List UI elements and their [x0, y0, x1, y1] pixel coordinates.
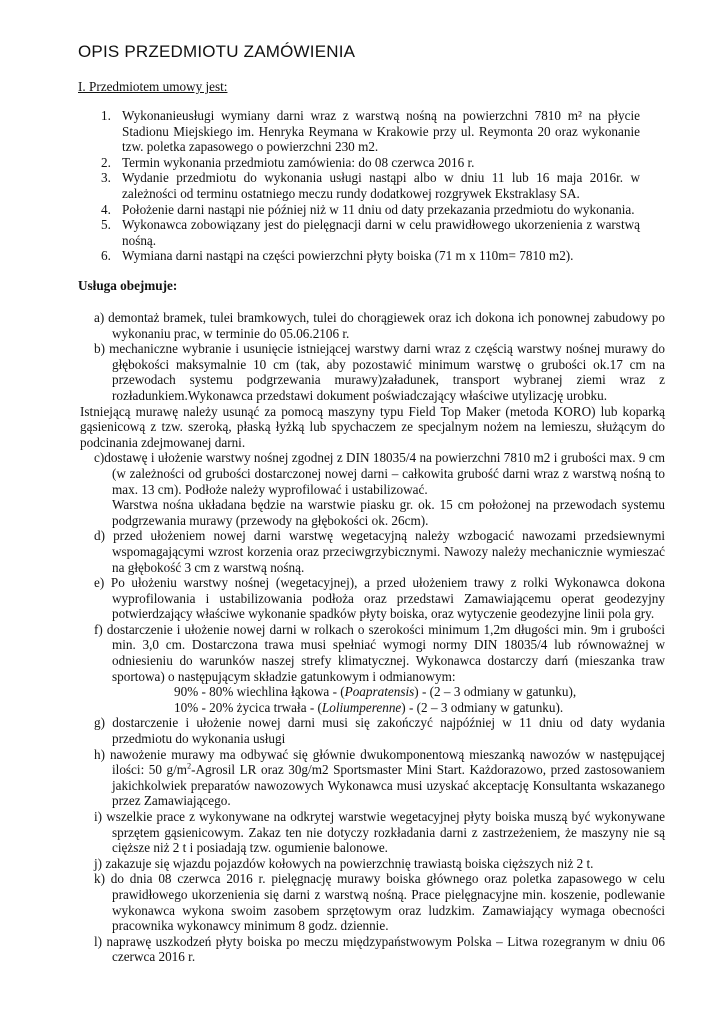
service-item-c: c)dostawę i ułożenie warstwy nośnej zgodnej z DIN 18035/4 na powierzchni 7810 m2 i grubości max. 9 cm (w zależności od grubości dostarczonej nowej darni – całkowita grubość darni wraz z warstwą nośną to max. 13 cm). Podłoże należy wyprofilować i ustabilizować.: [94, 450, 665, 497]
service-item-f: f) dostarczenie i ułożenie nowej darni w rolkach o szerokości minimum 1,2m długości min. 9m i grubości min. 3,0 cm. Dostarczona trawa musi spełniać wymogi normy DIN 18035/4 lub równoważnej w odniesieniu do warunków naszej strefy klimatycznej. Wykonawca dostarczy darń (mieszanka traw sportowa) o następującym składzie gatunkowym i odmianowym:: [94, 621, 665, 684]
list-item: 4. Położenie darni nastąpi nie później niż w 11 dniu od daty przekazania przedmiotu do wykonania.: [101, 201, 635, 217]
list-item: 5. Wykonawca zobowiązany jest do pielęgnacji darni w celu prawidłowego ukorzenienia z warstwą nośną.: [101, 217, 640, 248]
service-item-d: d) przed ułożeniem nowej darni warstwę wegetacyjną należy wzbogacić nawozami przedsiewnymi wspomagającymi wzrost korzenia oraz przeciwgrzybicznymi. Nawozy należy mechanicznie wymieszać na głębokość 3 cm z warstwą nośną.: [94, 528, 665, 575]
numbered-list: [80, 108, 640, 264]
list-item: 6. Wymiana darni nastąpi na części powierzchni płyty boiska (71 m x 110m= 7810 m2).: [101, 248, 574, 264]
service-item-c-continuation: Warstwa nośna układana będzie na warstwie piasku gr. ok. 15 cm położonej na przewodach systemu podgrzewania murawy (przewody na głębokości ok. 26cm).: [112, 497, 665, 528]
service-item-a: a) demontaż bramek, tulei bramkowych, tulei do chorągiewek oraz ich dokona ich ponownej zabudowy po wykonaniu prac, w terminie do 05.06.2106 r.: [94, 310, 665, 341]
section-heading: I. Przedmiotem umowy jest:: [78, 79, 228, 94]
page-title: OPIS PRZEDMIOTU ZAMÓWIENIA: [78, 42, 356, 61]
service-item-l: l) naprawę uszkodzeń płyty boiska po meczu międzypaństwowym Polska – Litwa rozegranym w dniu 06 czerwca 2016 r.: [94, 933, 665, 965]
service-item-b: b) mechaniczne wybranie i usunięcie istniejącej warstwy darni wraz z częścią warstwy nośnej murawy do głębokości maksymalnie 10 cm (tak, aby pozostawić minimum warstwę o grubości ok.17 cm na przewodach systemu podgrzewania murawy)załadunek, transport wybranej ziemi wraz z rozładunkiem.Wykonawca przedstawi dokument poświadczający właściwe utylizację urobku.: [94, 341, 665, 403]
grass-mix-line-1: 90% - 80% wiechlina łąkowa - (Poapratensis) - (2 – 3 odmiany w gatunku),: [174, 684, 577, 700]
service-item-b-continuation: Istniejącą murawę należy usunąć za pomocą maszyny typu Field Top Maker (metoda KORO) lub koparką gąsienicową z tzw. szeroką, płaską łyżką lub spychaczem ze specjalnym nożem na lemieszu, służącym do podcinania zdejmowanej darni.: [80, 403, 665, 450]
service-item-j: j) zakazuje się wjazdu pojazdów kołowych na powierzchnię trawiastą boiska cięższych niż 2 t.: [94, 855, 594, 871]
service-item-i: i) wszelkie prace z wykonywane na odkrytej warstwie wegetacyjnej płyty boiska muszą być wykonywane sprzętem gąsienicowym. Zakaz ten nie dotyczy rozkładania darni z zastrzeżeniem, że maszyny nie są cięższe niż 2 t i posiadają tzw. ogumienie balonowe.: [94, 809, 665, 856]
services-list: [80, 310, 665, 965]
services-heading: Usługa obejmuje:: [78, 278, 178, 293]
list-item: 1. Wykonanieusługi wymiany darni wraz z warstwą nośną na powierzchni 7810 m² na płycie Stadionu Miejskiego im. Henryka Reymana w Krakowie przy ul. Reymonta 20 oraz wykonanie tzw. poletka zapasowego o powierzchni 230 m2.: [101, 108, 640, 155]
list-item: 3. Wydanie przedmiotu do wykonania usługi nastąpi albo w dniu 11 lub 16 maja 2016r. w zależności od terminu ostatniego meczu rundy dodatkowej rozgrywek Ekstraklasy SA.: [101, 170, 640, 201]
service-item-g: g) dostarczenie i ułożenie nowej darni musi się zakończyć najpóźniej w 11 dniu od daty wydania przedmiotu do wykonania usługi: [94, 715, 665, 747]
list-item: 2. Termin wykonania przedmiotu zamówienia: do 08 czerwca 2016 r.: [101, 154, 475, 170]
grass-mix-line-2: 10% - 20% życica trwała - (Loliumperenne) - (2 – 3 odmiany w gatunku).: [174, 699, 564, 715]
service-item-e: e) Po ułożeniu warstwy nośnej (wegetacyjnej), a przed ułożeniem trawy z rolki Wykonawca dokona wyprofilowania i ustabilizowania podłoża oraz przedstawi Zamawiającemu operat geodezyjny potwierdzający właściwe wykonanie spadków płyty boiska, oraz wytyczenie geodezyjne linii pola gry.: [94, 575, 665, 622]
service-item-k: k) do dnia 08 czerwca 2016 r. pielęgnację murawy boiska głównego oraz poletka zapasowego w celu prawidłowego ukorzenienia się darni z warstwą nośną. Prace pielęgnacyjne min. koszenie, podlewanie wykonawca wykona swoim zasobem sprzętowym oraz ludzkim. Zamawiający wymaga obecności pracownika wykonawcy minimum 8 godz. dziennie.: [94, 871, 665, 934]
service-item-h: h) nawożenie murawy ma odbywać się głównie dwukomponentową mieszanką nawozów w następującej ilości: 50 $g/m^2$-Agrosil LR oraz 30g/m2 Sportsmaster Mini Start. Każdorazowo, przed zastosowaniem jakichkolwiek preparatów nawozowych Wykonawca musi uzyskać akceptację Konsultanta wskazanego przez Zamawiającego.: [94, 746, 665, 809]
